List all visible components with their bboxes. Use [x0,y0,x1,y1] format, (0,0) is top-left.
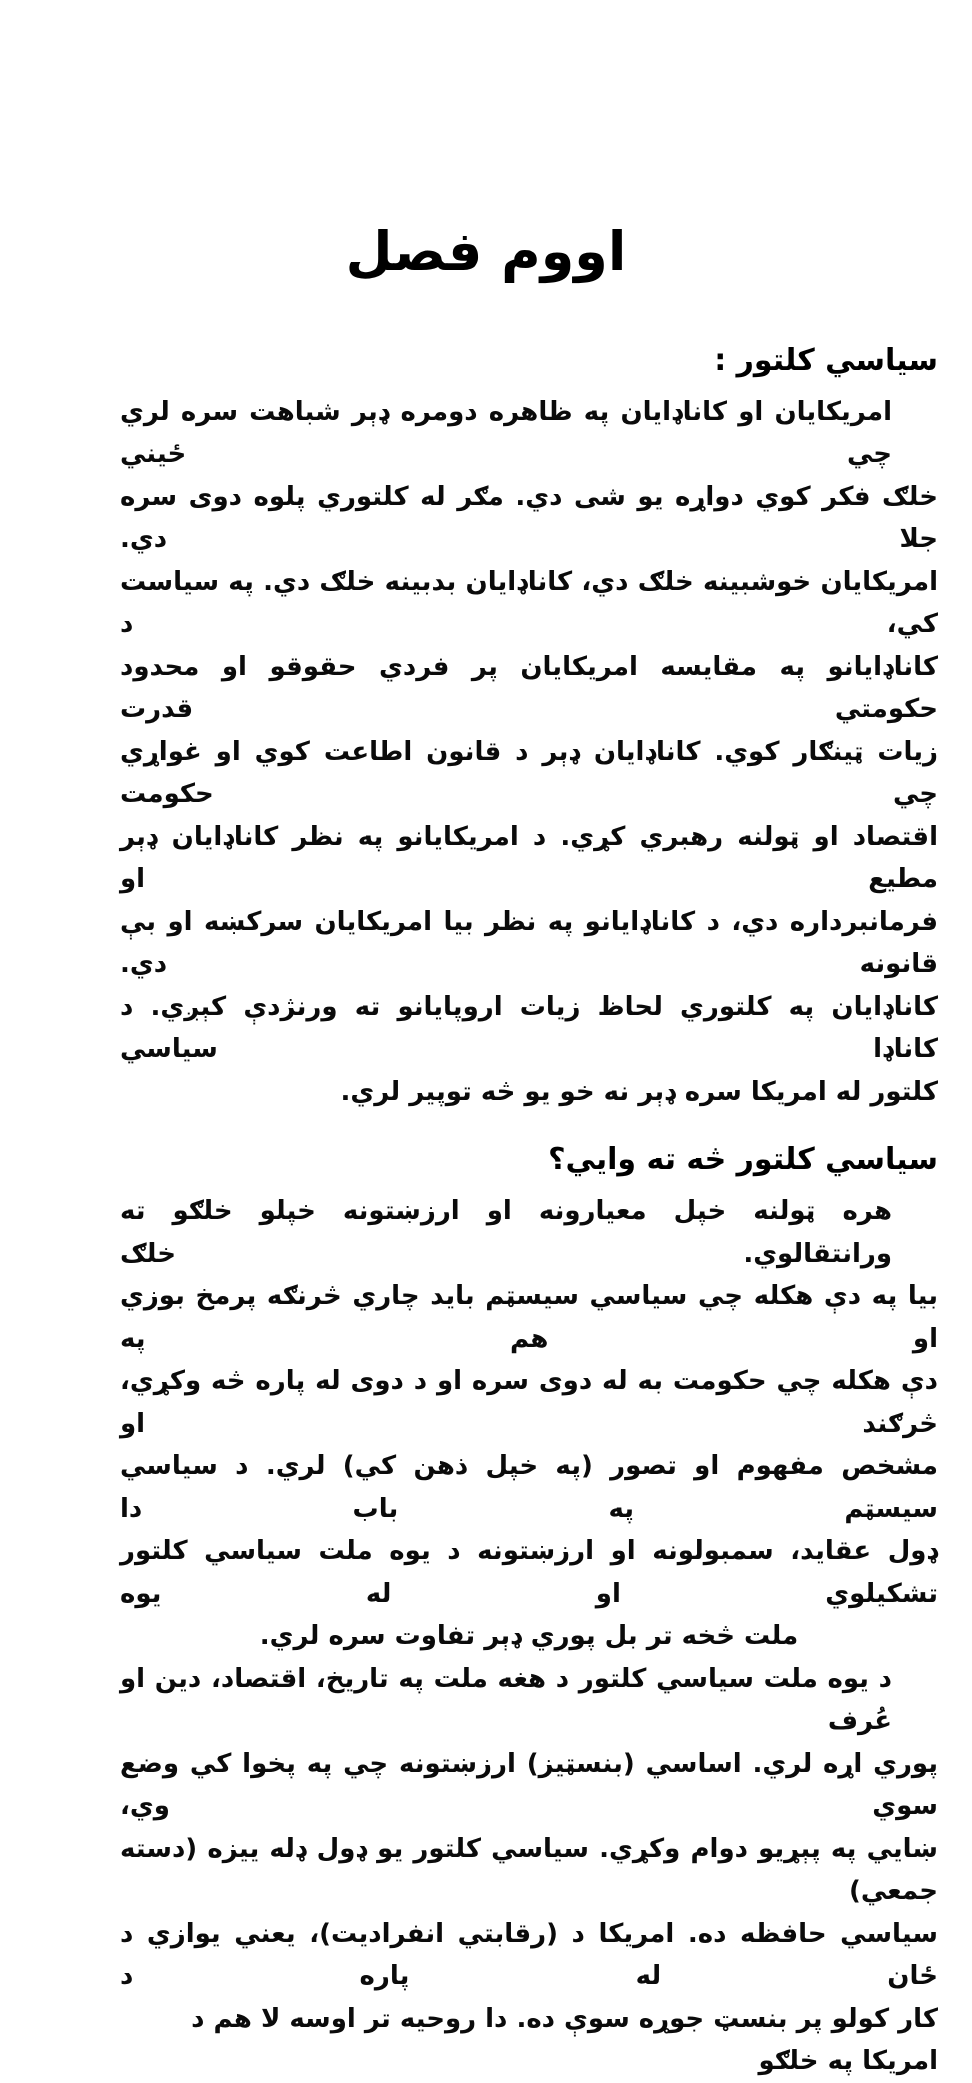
section-what-is-political-culture [120,1137,938,2083]
text-line: ملت څخه تر بل پوري ډېر تفاوت سره لري. [259,1621,799,1651]
text-line: سياسي حافظه ده. امريكا د (رقابتي انفراديت)، يعني يوازي د ځان له پاره د [120,1918,938,1991]
text-line: مشخص مفهوم او تصور (په خپل ذهن كي) لري. د سياسي سيسټم په باب دا [120,1451,938,1524]
text-line: امريكايان او كاناډايان په ظاهره دومره ډېر شباهت سره لري چي ځيني [120,396,892,469]
text-line: بيا په دې هكله چي سياسي سيسټم بايد چاري څرنګه پرمخ بوزي او هم په [120,1281,938,1354]
text-line: فرمانبرداره دي، د كاناډايانو په نظر بيا امريكايان سركښه او بې قانونه دي. [120,906,938,979]
text-line: ډول عقايد، سمبولونه او ارزښتونه د يوه ملت سياسي كلتور تشكيلوي او له يوه [120,1536,938,1609]
page-content [120,338,938,2083]
paragraph [120,1658,938,2083]
chapter-title: اووم فصل [345,220,627,283]
text-line: زيات ټينګار كوي. كاناډايان ډېر د قانون اطاعت كوي او غواړي چي حكومت [120,736,938,809]
paragraph [120,391,938,1114]
text-line: ښايي په پېړيو دوام وكړي. سياسي كلتور يو ډول ډله ييزه (دسته جمعي) [120,1833,938,1906]
text-line: پوري اړه لري. اساسي (بنسټيز) ارزښتونه چي په پخوا كي وضع سوي وي، [120,1748,938,1821]
text-line: اقتصاد او ټولنه رهبري كړي. د امريكايانو په نظر كاناډايان ډېر مطيع او [120,821,938,894]
text-line: د يوه ملت سياسي كلتور د هغه ملت په تاريخ، اقتصاد، دين او عُرف [120,1663,892,1736]
text-line: خلګ فكر كوي دواړه يو شى دي. مګر له كلتوري پلوه دوى سره جلا دي. [120,481,938,554]
paragraph [120,1190,938,1658]
text-line: امريكايان خوشبينه خلګ دي، كاناډايان بدبينه خلګ دي. په سياست كي، د [120,566,938,639]
section-heading-political-culture: سياسي كلتور : [714,342,938,378]
text-line: دې هكله چي حكومت به له دوى سره او د دوى له پاره څه وكړي، څرګند او [120,1366,938,1439]
section-political-culture [120,338,938,1114]
text-line: كاناډايانو په مقايسه امريكايان پر فردي حقوقو او محدود حكومتي قدرت [120,651,938,724]
text-line: كار كولو پر بنسټ جوړه سوې ده. دا روحيه تر اوسه لا هم د امريكا په خلګو [191,2003,938,2076]
text-line: هره ټولنه خپل معيارونه او ارزښتونه خپلو خلګو ته ورانتقالوي. خلګ [120,1196,892,1269]
text-line: كاناډايان په كلتوري لحاظ زيات اروپايانو ته ورنژدې كېږي. د كاناډا سياسي [120,991,938,1064]
section-heading-what-is-political-culture: سياسي كلتور څه ته وايي؟ [548,1142,938,1177]
text-line: كلتور له امريكا سره ډېر نه خو يو څه توپير لري. [340,1076,938,1107]
